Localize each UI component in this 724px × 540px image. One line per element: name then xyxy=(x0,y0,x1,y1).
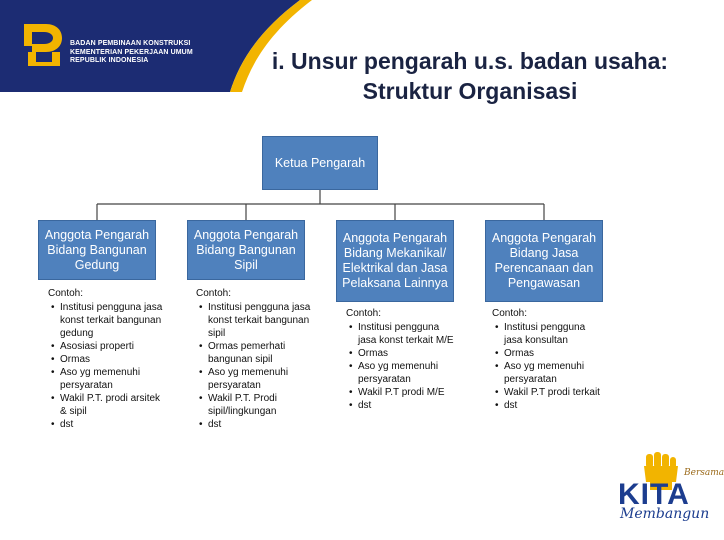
title-line-2: Struktur Organisasi xyxy=(362,78,578,104)
list-item: • Ormas xyxy=(346,347,456,360)
member-details-perencanaan-pengawasan xyxy=(492,307,604,412)
list-item: • Ormas xyxy=(48,353,166,366)
list-item: • Wakil P.T prodi terkait xyxy=(492,386,604,399)
list-item: • Asosiasi properti xyxy=(48,340,166,353)
list-item: • Wakil P.T prodi M/E xyxy=(346,386,456,399)
list-item: • Institusi pengguna jasa konst terkait bangunan gedung xyxy=(48,301,166,340)
list-item: • Aso yg memenuhi persyaratan xyxy=(196,366,314,392)
list-item: • Ormas pemerhati bangunan sipil xyxy=(196,340,314,366)
badge-main-word: KITA xyxy=(618,478,690,511)
member-box-mekanikal-elektrikal xyxy=(336,220,454,302)
list-item: • Wakil P.T. prodi arsitek & sipil xyxy=(48,392,166,418)
member-title-line: Gedung xyxy=(74,257,120,272)
example-list xyxy=(492,321,604,412)
list-item: • Aso yg memenuhi persyaratan xyxy=(48,366,166,392)
org-line-2: KEMENTERIAN PEKERJAAN UMUM xyxy=(70,48,193,56)
member-title-line: Anggota Pengarah xyxy=(44,227,150,242)
list-item: • Institusi pengguna jasa konst terkait bangunan sipil xyxy=(196,301,314,340)
list-item: • dst xyxy=(346,399,456,412)
member-title-line: Bidang Jasa xyxy=(509,246,579,260)
org-line-3: REPUBLIK INDONESIA xyxy=(70,57,149,64)
member-title-line: Elektrikal dan Jasa xyxy=(342,261,448,275)
example-list xyxy=(196,301,314,431)
member-details-mekanikal-elektrikal xyxy=(346,307,456,412)
list-item: • Aso yg memenuhi persyaratan xyxy=(492,360,604,386)
example-label: Contoh: xyxy=(196,288,232,299)
list-item: • dst xyxy=(196,418,314,431)
member-box-bangunan-sipil xyxy=(187,220,305,280)
root-box-label: Ketua Pengarah xyxy=(274,155,366,170)
list-item: • Aso yg memenuhi persyaratan xyxy=(346,360,456,386)
list-item: • dst xyxy=(48,418,166,431)
member-title-line: Bidang Mekanikal/ xyxy=(343,246,447,260)
member-title-line: Pengawasan xyxy=(507,276,581,290)
member-details-bangunan-gedung xyxy=(48,287,166,431)
list-item: • Ormas xyxy=(492,347,604,360)
member-box-perencanaan-pengawasan xyxy=(485,220,603,302)
list-item: • Institusi pengguna jasa konst terkait M/E xyxy=(346,321,456,347)
example-label: Contoh: xyxy=(48,288,84,299)
badge-top-word: Bersama xyxy=(684,468,724,478)
list-item: • Wakil P.T. Prodi sipil/lingkungan xyxy=(196,392,314,418)
member-title-line: Anggota Pengarah xyxy=(193,227,299,242)
member-title-line: Anggota Pengarah xyxy=(491,231,597,245)
list-item: • dst xyxy=(492,399,604,412)
list-item: • Institusi pengguna jasa konsultan xyxy=(492,321,604,347)
member-title-line: Pelaksana Lainnya xyxy=(342,276,448,290)
example-list xyxy=(346,321,456,412)
example-label: Contoh: xyxy=(492,308,528,319)
title-line-1: i. Unsur pengarah u.s. badan usaha: xyxy=(271,48,669,74)
root-box-ketua-pengarah xyxy=(262,136,378,190)
member-box-bangunan-gedung xyxy=(38,220,156,280)
member-title-line: Bidang Bangunan xyxy=(196,242,296,257)
member-title-line: Perencanaan dan xyxy=(494,261,594,275)
member-title-line: Anggota Pengarah xyxy=(342,231,448,245)
org-line-1: BADAN PEMBINAAN KONSTRUKSI xyxy=(70,40,191,47)
example-label: Contoh: xyxy=(346,308,382,319)
badge-bottom-word: Membangun xyxy=(620,506,710,522)
member-details-bangunan-sipil xyxy=(196,287,314,431)
member-title-line: Sipil xyxy=(234,257,258,272)
member-title-line: Bidang Bangunan xyxy=(47,242,147,257)
example-list xyxy=(48,301,166,431)
